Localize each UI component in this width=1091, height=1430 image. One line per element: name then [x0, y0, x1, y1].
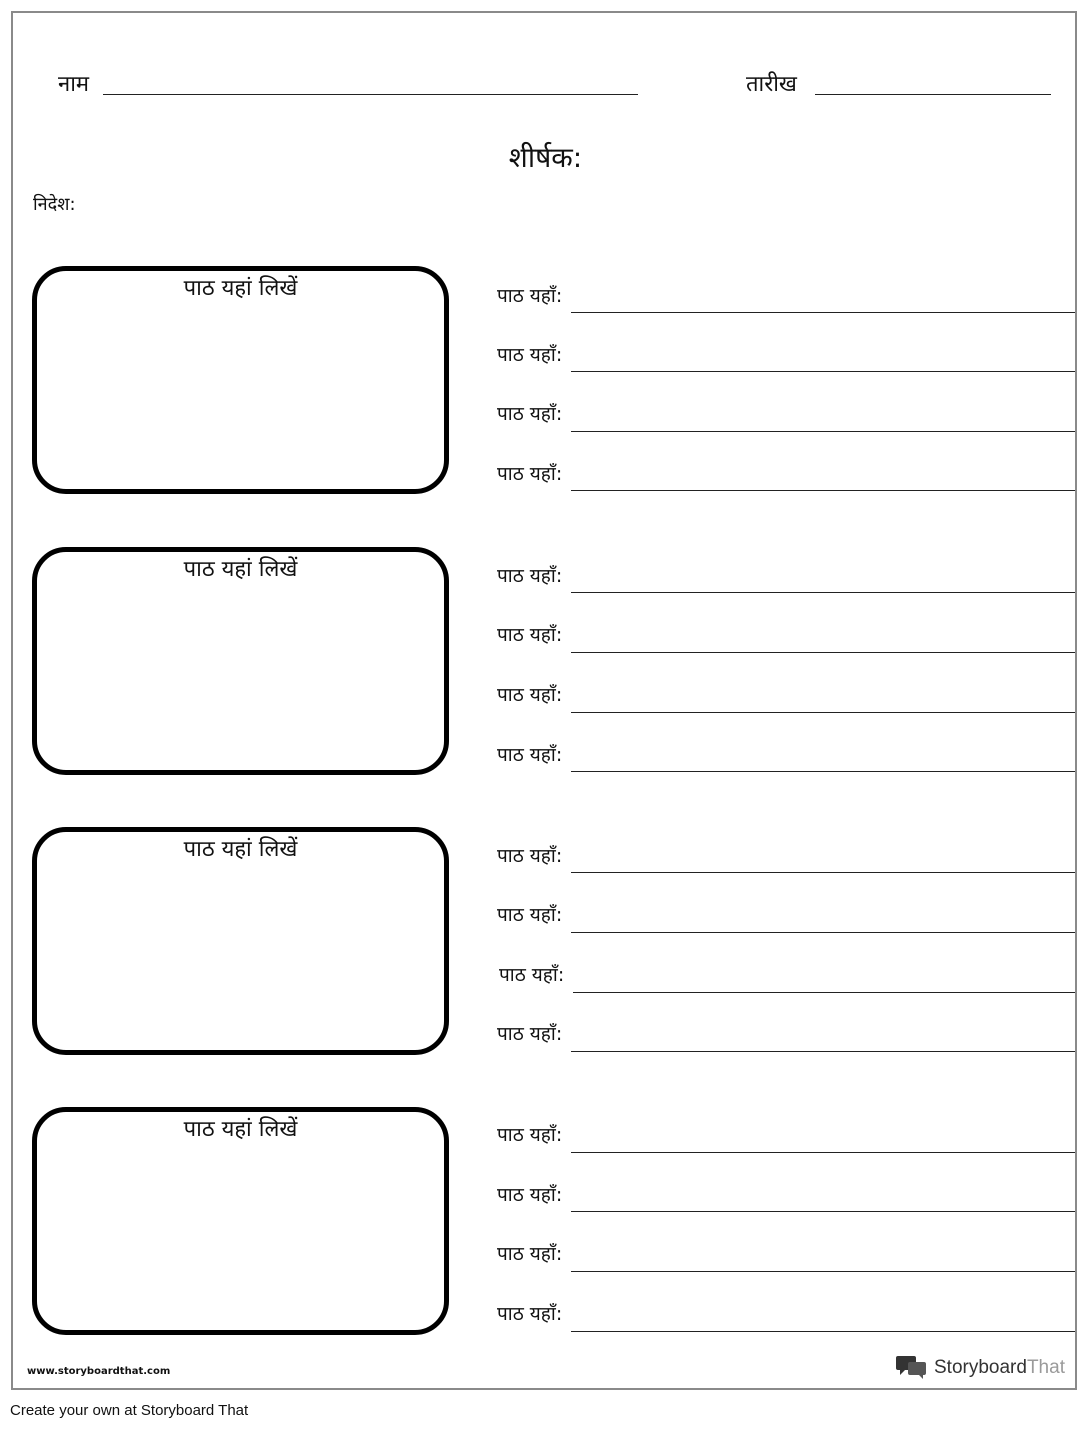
frame-text: पाठ यहां लिखें — [183, 1117, 298, 1142]
line-label: पाठ यहाँ: — [497, 344, 563, 366]
line-label: पाठ यहाँ: — [497, 403, 563, 425]
write-line[interactable] — [571, 1051, 1075, 1052]
write-line[interactable] — [571, 932, 1075, 933]
write-line[interactable] — [573, 992, 1075, 993]
speech-bubbles-icon — [896, 1353, 928, 1383]
brand-main: Storyboard — [934, 1357, 1027, 1378]
write-line[interactable] — [571, 872, 1075, 873]
line-label: पाठ यहाँ: — [497, 1243, 563, 1265]
line-label: पाठ यहाँ: — [497, 904, 563, 926]
title-label: शीर्षक: — [508, 141, 583, 174]
brand-name — [934, 1357, 1065, 1379]
write-line[interactable] — [571, 771, 1075, 772]
line-label: पाठ यहाँ: — [497, 463, 563, 485]
line-label: पाठ यहाँ: — [499, 964, 565, 986]
name-label: नाम — [58, 72, 90, 97]
frame-text: पाठ यहां लिखें — [183, 557, 298, 582]
write-line[interactable] — [571, 652, 1075, 653]
brand-light: That — [1026, 1357, 1065, 1378]
footer-url[interactable]: www.storyboardthat.com — [27, 1366, 171, 1377]
line-label: पाठ यहाँ: — [497, 1124, 563, 1146]
write-line[interactable] — [571, 712, 1075, 713]
line-label: पाठ यहाँ: — [497, 684, 563, 706]
write-line[interactable] — [571, 312, 1075, 313]
line-label: पाठ यहाँ: — [497, 1023, 563, 1045]
write-line[interactable] — [571, 1211, 1075, 1212]
write-line[interactable] — [571, 490, 1075, 491]
storyboardthat-logo[interactable] — [896, 1354, 1065, 1382]
write-line[interactable] — [571, 1331, 1075, 1332]
frame-text: पाठ यहां लिखें — [183, 837, 298, 862]
line-label: पाठ यहाँ: — [497, 624, 563, 646]
name-field-line[interactable] — [103, 94, 638, 95]
create-your-own-caption[interactable]: Create your own at Storyboard That — [10, 1402, 249, 1419]
write-line[interactable] — [571, 1271, 1075, 1272]
directions-label: निदेश: — [33, 194, 76, 215]
line-label: पाठ यहाँ: — [497, 285, 563, 307]
line-label: पाठ यहाँ: — [497, 744, 563, 766]
date-label: तारीख — [746, 72, 797, 97]
line-label: पाठ यहाँ: — [497, 565, 563, 587]
line-label: पाठ यहाँ: — [497, 845, 563, 867]
line-label: पाठ यहाँ: — [497, 1303, 563, 1325]
write-line[interactable] — [571, 431, 1075, 432]
date-field-line[interactable] — [815, 94, 1051, 95]
write-line[interactable] — [571, 371, 1075, 372]
write-line[interactable] — [571, 1152, 1075, 1153]
frame-text: पाठ यहां लिखें — [183, 276, 298, 301]
write-line[interactable] — [571, 592, 1075, 593]
line-label: पाठ यहाँ: — [497, 1184, 563, 1206]
